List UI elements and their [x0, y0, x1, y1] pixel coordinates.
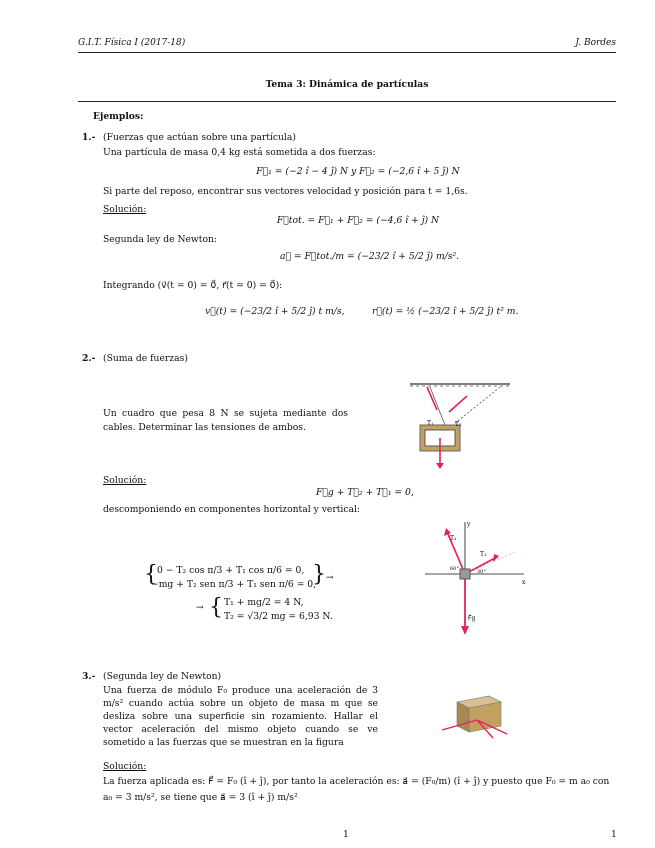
ex2-arrow-2: →	[196, 602, 204, 613]
header-course: G.I.T. Física I (2017-18)	[78, 38, 186, 48]
fbd-angle-30: 30°	[477, 569, 486, 575]
ex2-res1: T₁ + mg/2 = 4 N,	[224, 597, 304, 608]
ex2-eq1: 0 − T₂ cos π/3 + T₁ cos π/6 = 0,	[157, 565, 305, 576]
ex1-acceleration: a⃗ = F⃗tot./m = (−23/2 î + 5/2 ĵ) m/s².	[280, 251, 460, 262]
fbd-t1-label: T₁	[480, 551, 487, 558]
page-title: Tema 3: Dinámica de partículas	[265, 79, 429, 90]
free-body-diagram	[420, 518, 530, 640]
fbd-t2-label: T₂	[450, 535, 457, 542]
ex3-solution-label: Solución:	[103, 761, 147, 772]
ex2-number: 2.-	[82, 353, 96, 364]
ex1-velocity: v⃗(t) = (−23/2 î + 5/2 ĵ) t m/s,	[205, 306, 345, 317]
ex3-solution-line2: a₀ = 3 m/s², se tiene que a⃗ = 3 (î + ĵ) m/s²	[103, 792, 298, 803]
ex2-res2: T₂ = √3/2 mg = 6,93 N.	[224, 611, 333, 622]
ex1-integrating: Integrando (v⃗(t = 0) = 0⃗, r⃗(t = 0) = 0⃗):	[103, 280, 283, 291]
ex2-arrow: →	[326, 572, 334, 583]
svg-text:T₁: T₁	[427, 420, 434, 427]
svg-text:T₂: T₂	[455, 421, 462, 428]
ex1-topic: (Fuerzas que actúan sobre una partícula)	[103, 132, 296, 143]
page-number-right: 1	[611, 829, 617, 840]
ex2-brace-left: {	[144, 562, 158, 587]
fbd-y-label: y	[467, 521, 471, 528]
ex1-solution-label: Solución:	[103, 204, 147, 215]
ex1-position: r⃗(t) = ½ (−23/2 î + 5/2 ĵ) t² m.	[372, 306, 519, 317]
ex3-number: 3.-	[82, 671, 96, 682]
header-author: J. Bordes	[575, 38, 616, 48]
box-forces-figure	[437, 690, 527, 745]
ex3-topic: (Segunda ley de Newton)	[103, 671, 222, 682]
ex1-number: 1.-	[82, 132, 96, 143]
ex3-statement: Una fuerza de módulo F₀ produce una aceleración de 3 m/s² cuando actúa sobre un objeto de masa m que se desliza sobre una superficie sin rozamiento. Hallar el vector aceleración del mismo objeto cuando se ve sometido a las fuerzas que se muestran en la figura	[103, 685, 378, 748]
header-rule	[78, 52, 616, 53]
ex2-statement: Un cuadro que pesa 8 N se sujeta mediante dos cables. Determinar las tensiones de ambos.	[103, 408, 348, 433]
fbd-x-label: x	[522, 579, 526, 586]
page-number: 1	[343, 829, 349, 840]
ex1-forces: F⃗₁ = (−2 î − 4 ĵ) N y F⃗₂ = (−2,6 î + 5 ĵ) N	[256, 166, 460, 177]
ex3-solution-line1: La fuerza aplicada es: F⃗ = F₀ (î + ĵ), por tanto la aceleración es: a⃗ = (F₀/m) (î + ĵ) y puesto que F₀ = m a₀ con	[103, 776, 610, 787]
section-heading: Ejemplos:	[93, 111, 144, 122]
ex2-solution-label: Solución:	[103, 475, 147, 486]
fbd-fg-label: F⃗g	[468, 615, 476, 622]
ex2-brace-result: {	[209, 595, 223, 620]
ex1-ftot: F⃗tot. = F⃗₁ + F⃗₂ = (−4,6 î + ĵ) N	[276, 215, 440, 226]
ex1-statement: Una partícula de masa 0,4 kg está sometida a dos fuerzas:	[103, 147, 376, 158]
title-rule	[78, 101, 616, 102]
ex2-brace-right: }	[312, 562, 326, 587]
ex2-sum: F⃗g + T⃗₂ + T⃗₁ = 0,	[316, 487, 414, 498]
ex2-topic: (Suma de fuerzas)	[103, 353, 188, 364]
ex1-question: Si parte del reposo, encontrar sus vectores velocidad y posición para t = 1,6s.	[103, 186, 468, 197]
ex2-decomp: descomponiendo en componentes horizontal y vertical:	[103, 504, 361, 515]
picture-cables-figure	[405, 370, 515, 470]
fbd-angle-60: 60°	[450, 566, 459, 572]
ex1-newton-label: Segunda ley de Newton:	[103, 234, 218, 245]
ex2-eq2: −mg + T₂ sen π/3 + T₁ sen π/6 = 0,	[151, 579, 317, 590]
